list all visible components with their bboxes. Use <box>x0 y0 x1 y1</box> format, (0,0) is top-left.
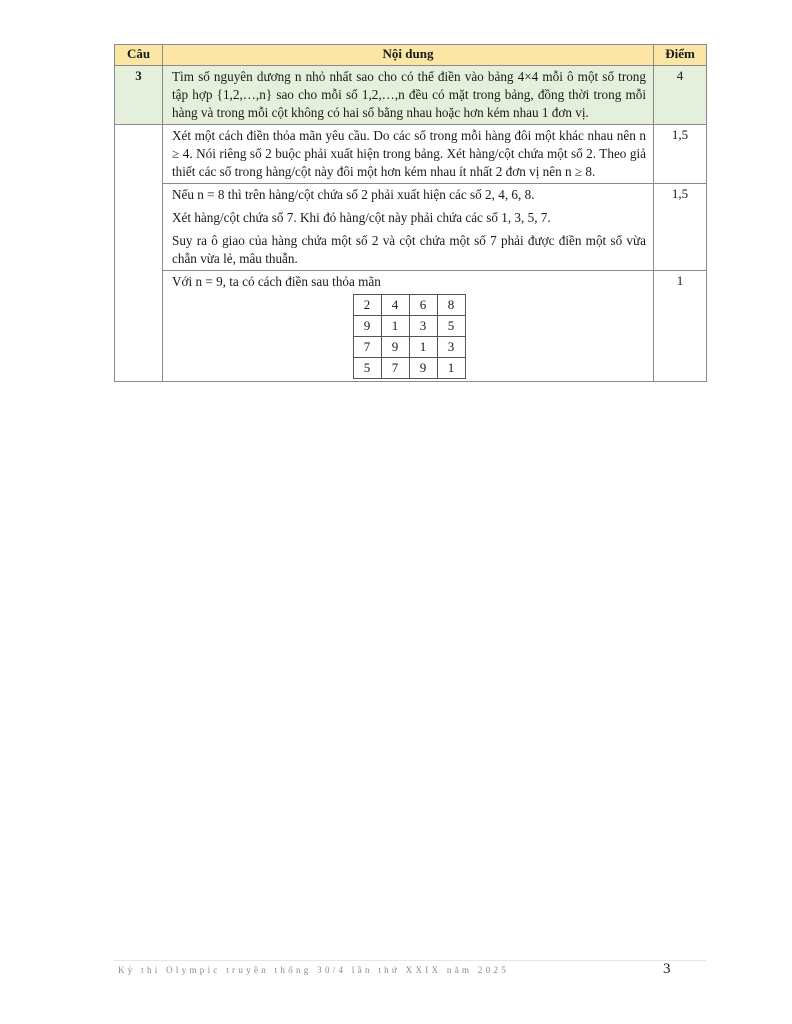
grid-row <box>353 295 465 316</box>
problem-points: 4 <box>654 66 707 125</box>
header-content: Nội dung <box>163 45 654 66</box>
grid-cell: 3 <box>409 316 437 337</box>
step-points: 1 <box>654 271 707 382</box>
grid-row <box>353 358 465 379</box>
grid-cell: 9 <box>409 358 437 379</box>
grid-cell: 8 <box>437 295 465 316</box>
page-number: 3 <box>663 961 671 977</box>
grid-cell: 6 <box>409 295 437 316</box>
grid-row <box>353 337 465 358</box>
step-paragraph: Nếu n = 8 thì trên hàng/cột chứa số 2 phải xuất hiện các số 2, 4, 6, 8. <box>172 187 535 202</box>
grid-cell: 4 <box>381 295 409 316</box>
step-paragraph: Xét hàng/cột chứa số 7. Khi đó hàng/cột này phải chứa các số 1, 3, 5, 7. <box>172 210 551 225</box>
grid-cell: 5 <box>353 358 381 379</box>
problem-text: Tìm số nguyên dương n nhỏ nhất sao cho có thể điền vào bảng 4×4 mỗi ô một số trong tập hợp {1,2,…,n} sao cho mỗi số 1,2,…,n đều có mặt trong bảng, đồng thời trong mỗi hàng và trong mỗi cột không có hai số bằng nhau hoặc hơn kém nhau 1 đơn vị. <box>172 69 646 120</box>
grid-cell: 3 <box>437 337 465 358</box>
header-question: Câu <box>115 45 163 66</box>
question-cell-blank <box>115 125 163 382</box>
step-paragraph: Với n = 9, ta có cách điền sau thỏa mãn <box>172 274 381 289</box>
footer-divider <box>114 960 706 961</box>
grid-cell: 9 <box>353 316 381 337</box>
grid-row <box>353 316 465 337</box>
step-content <box>163 125 654 184</box>
problem-statement <box>163 66 654 125</box>
footer-text: Kỳ thi Olympic truyền thống 30/4 lần thứ XXIX năm 2025 <box>118 965 510 975</box>
step-paragraph: Suy ra ô giao của hàng chứa một số 2 và cột chứa một số 7 phải được điền một số vừa chẵn vừa lẻ, mâu thuẫn. <box>172 233 646 266</box>
step-paragraph: Xét một cách điền thỏa mãn yêu cầu. Do các số trong mỗi hàng đôi một khác nhau nên n ≥ 4. Nói riêng số 2 buộc phải xuất hiện trong bảng. Xét hàng/cột chứa một số 2. Theo giả thiết các số trong hàng/cột này đôi một hơn kém nhau ít nhất 2 đơn vị nên n ≥ 8. <box>172 128 646 179</box>
grid-cell: 1 <box>381 316 409 337</box>
grid-cell: 7 <box>353 337 381 358</box>
step-row <box>115 184 707 271</box>
example-grid <box>353 294 466 379</box>
problem-number: 3 <box>115 66 163 125</box>
grid-cell: 7 <box>381 358 409 379</box>
grid-cell: 2 <box>353 295 381 316</box>
grid-cell: 5 <box>437 316 465 337</box>
grid-cell: 1 <box>437 358 465 379</box>
step-content <box>163 271 654 382</box>
step-points: 1,5 <box>654 125 707 184</box>
step-row <box>115 125 707 184</box>
header-row <box>115 45 707 66</box>
grid-cell: 1 <box>409 337 437 358</box>
step-content <box>163 184 654 271</box>
step-points: 1,5 <box>654 184 707 271</box>
problem-row <box>115 66 707 125</box>
header-points: Điểm <box>654 45 707 66</box>
solution-table <box>114 44 707 382</box>
step-row <box>115 271 707 382</box>
grid-cell: 9 <box>381 337 409 358</box>
